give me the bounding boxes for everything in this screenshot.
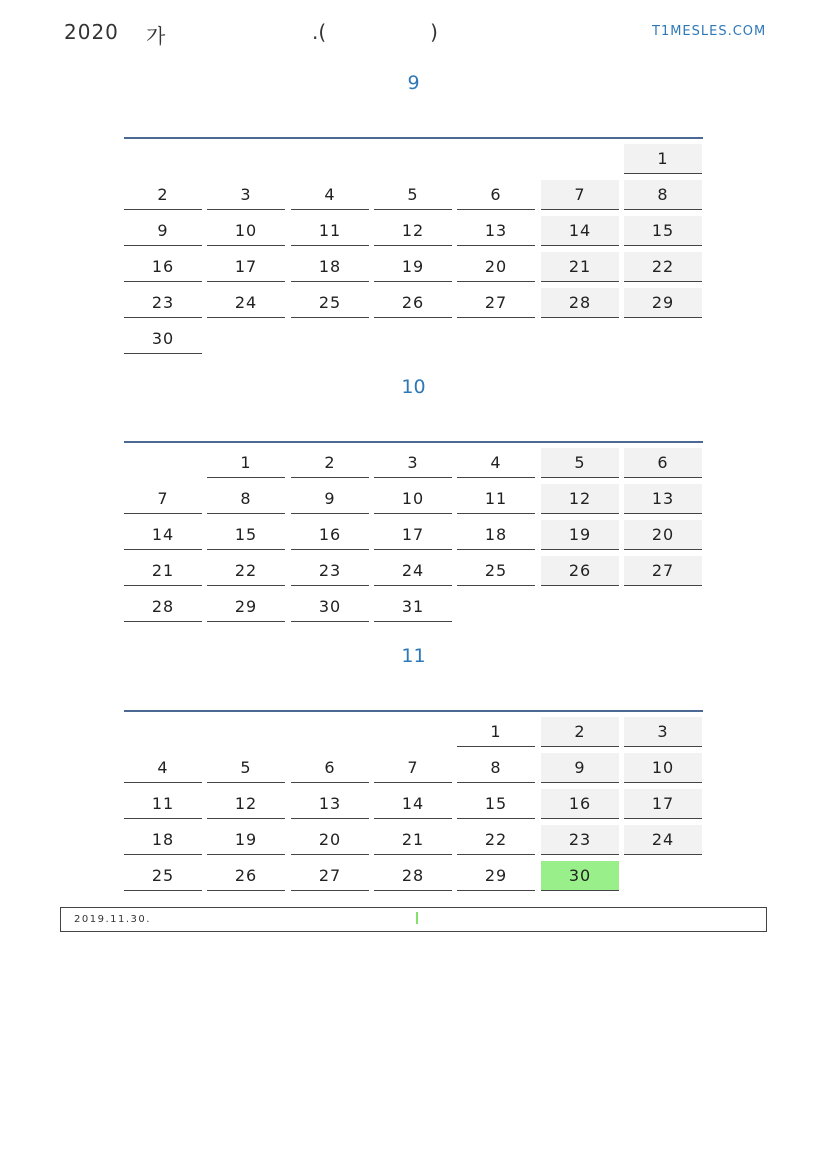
footer-date: 2019.11.30. (74, 914, 151, 925)
header-year: 2020 (64, 20, 119, 44)
day-cell[interactable]: 23 (124, 288, 202, 318)
day-cell[interactable]: 20 (291, 825, 369, 855)
month-rule (124, 441, 703, 443)
day-cell[interactable]: 27 (624, 556, 702, 586)
day-cell[interactable]: 31 (374, 592, 452, 622)
day-cell[interactable]: 6 (291, 753, 369, 783)
day-cell[interactable]: 5 (207, 753, 285, 783)
day-cell[interactable]: 11 (124, 789, 202, 819)
day-cell[interactable]: 21 (374, 825, 452, 855)
day-cell[interactable]: 5 (374, 180, 452, 210)
day-cell[interactable]: 4 (124, 753, 202, 783)
day-cell[interactable]: 17 (207, 252, 285, 282)
day-cell[interactable]: 6 (624, 448, 702, 478)
month-rule (124, 710, 703, 712)
paren-open: .( (312, 20, 327, 44)
day-cell[interactable]: 21 (124, 556, 202, 586)
day-cell[interactable]: 7 (124, 484, 202, 514)
day-cell[interactable]: 25 (457, 556, 535, 586)
day-cell[interactable]: 21 (541, 252, 619, 282)
day-cell[interactable]: 12 (541, 484, 619, 514)
day-cell[interactable]: 8 (207, 484, 285, 514)
paren-close: ) (430, 20, 438, 44)
day-cell[interactable]: 1 (207, 448, 285, 478)
progress-marker (416, 912, 418, 924)
day-cell[interactable]: 14 (124, 520, 202, 550)
day-cell[interactable]: 26 (207, 861, 285, 891)
day-cell[interactable]: 24 (374, 556, 452, 586)
day-cell[interactable]: 27 (457, 288, 535, 318)
day-cell[interactable]: 18 (291, 252, 369, 282)
day-cell[interactable]: 2 (291, 448, 369, 478)
day-cell[interactable]: 17 (374, 520, 452, 550)
day-cell[interactable]: 10 (374, 484, 452, 514)
day-cell[interactable]: 28 (374, 861, 452, 891)
day-cell[interactable]: 24 (207, 288, 285, 318)
day-cell[interactable]: 10 (207, 216, 285, 246)
day-cell[interactable]: 23 (291, 556, 369, 586)
day-cell[interactable]: 16 (124, 252, 202, 282)
day-cell[interactable]: 19 (207, 825, 285, 855)
day-cell[interactable]: 23 (541, 825, 619, 855)
day-cell[interactable]: 19 (374, 252, 452, 282)
day-cell[interactable]: 2 (124, 180, 202, 210)
page-header (0, 0, 827, 60)
day-cell[interactable]: 19 (541, 520, 619, 550)
day-cell[interactable]: 16 (541, 789, 619, 819)
day-cell[interactable]: 24 (624, 825, 702, 855)
day-cell[interactable]: 4 (457, 448, 535, 478)
day-cell[interactable]: 5 (541, 448, 619, 478)
month-rule (124, 137, 703, 139)
day-cell[interactable]: 4 (291, 180, 369, 210)
day-cell[interactable]: 22 (624, 252, 702, 282)
day-cell[interactable]: 17 (624, 789, 702, 819)
day-cell[interactable]: 28 (124, 592, 202, 622)
day-cell[interactable]: 11 (291, 216, 369, 246)
day-cell[interactable]: 1 (624, 144, 702, 174)
day-cell[interactable]: 3 (374, 448, 452, 478)
day-cell[interactable]: 16 (291, 520, 369, 550)
day-cell[interactable]: 29 (207, 592, 285, 622)
day-cell[interactable]: 2 (541, 717, 619, 747)
header-label: 가 (146, 24, 166, 48)
day-cell[interactable]: 12 (207, 789, 285, 819)
day-cell[interactable]: 30 (291, 592, 369, 622)
day-cell[interactable]: 7 (541, 180, 619, 210)
day-cell[interactable]: 13 (291, 789, 369, 819)
day-cell[interactable]: 14 (374, 789, 452, 819)
day-cell[interactable]: 15 (207, 520, 285, 550)
day-cell[interactable]: 25 (291, 288, 369, 318)
day-cell[interactable]: 18 (124, 825, 202, 855)
day-cell[interactable]: 29 (624, 288, 702, 318)
day-cell[interactable]: 29 (457, 861, 535, 891)
day-cell[interactable]: 14 (541, 216, 619, 246)
day-cell[interactable]: 20 (457, 252, 535, 282)
day-cell[interactable]: 18 (457, 520, 535, 550)
day-cell[interactable]: 6 (457, 180, 535, 210)
month-title: 10 (401, 376, 426, 398)
day-cell[interactable]: 1 (457, 717, 535, 747)
day-cell[interactable]: 9 (124, 216, 202, 246)
day-cell[interactable]: 30 (124, 324, 202, 354)
day-cell[interactable]: 9 (291, 484, 369, 514)
day-cell[interactable]: 8 (457, 753, 535, 783)
day-cell-today[interactable]: 30 (541, 861, 619, 891)
day-cell[interactable]: 9 (541, 753, 619, 783)
month-title: 9 (407, 72, 420, 94)
day-cell[interactable]: 22 (207, 556, 285, 586)
day-cell[interactable]: 15 (457, 789, 535, 819)
day-cell[interactable]: 13 (457, 216, 535, 246)
day-cell[interactable]: 26 (541, 556, 619, 586)
month-title: 11 (401, 645, 426, 667)
day-cell[interactable]: 25 (124, 861, 202, 891)
day-cell[interactable]: 10 (624, 753, 702, 783)
day-cell[interactable]: 8 (624, 180, 702, 210)
day-cell[interactable]: 11 (457, 484, 535, 514)
footer-bar (60, 907, 767, 932)
day-cell[interactable]: 27 (291, 861, 369, 891)
header-blank-field (312, 20, 438, 44)
day-cell[interactable]: 13 (624, 484, 702, 514)
day-cell[interactable]: 12 (374, 216, 452, 246)
day-cell[interactable]: 26 (374, 288, 452, 318)
day-cell[interactable]: 7 (374, 753, 452, 783)
day-cell[interactable]: 28 (541, 288, 619, 318)
day-cell[interactable]: 15 (624, 216, 702, 246)
site-link[interactable]: T1MESLES.COM (652, 24, 767, 39)
day-cell[interactable]: 20 (624, 520, 702, 550)
day-cell[interactable]: 3 (624, 717, 702, 747)
day-cell[interactable]: 22 (457, 825, 535, 855)
day-cell[interactable]: 3 (207, 180, 285, 210)
